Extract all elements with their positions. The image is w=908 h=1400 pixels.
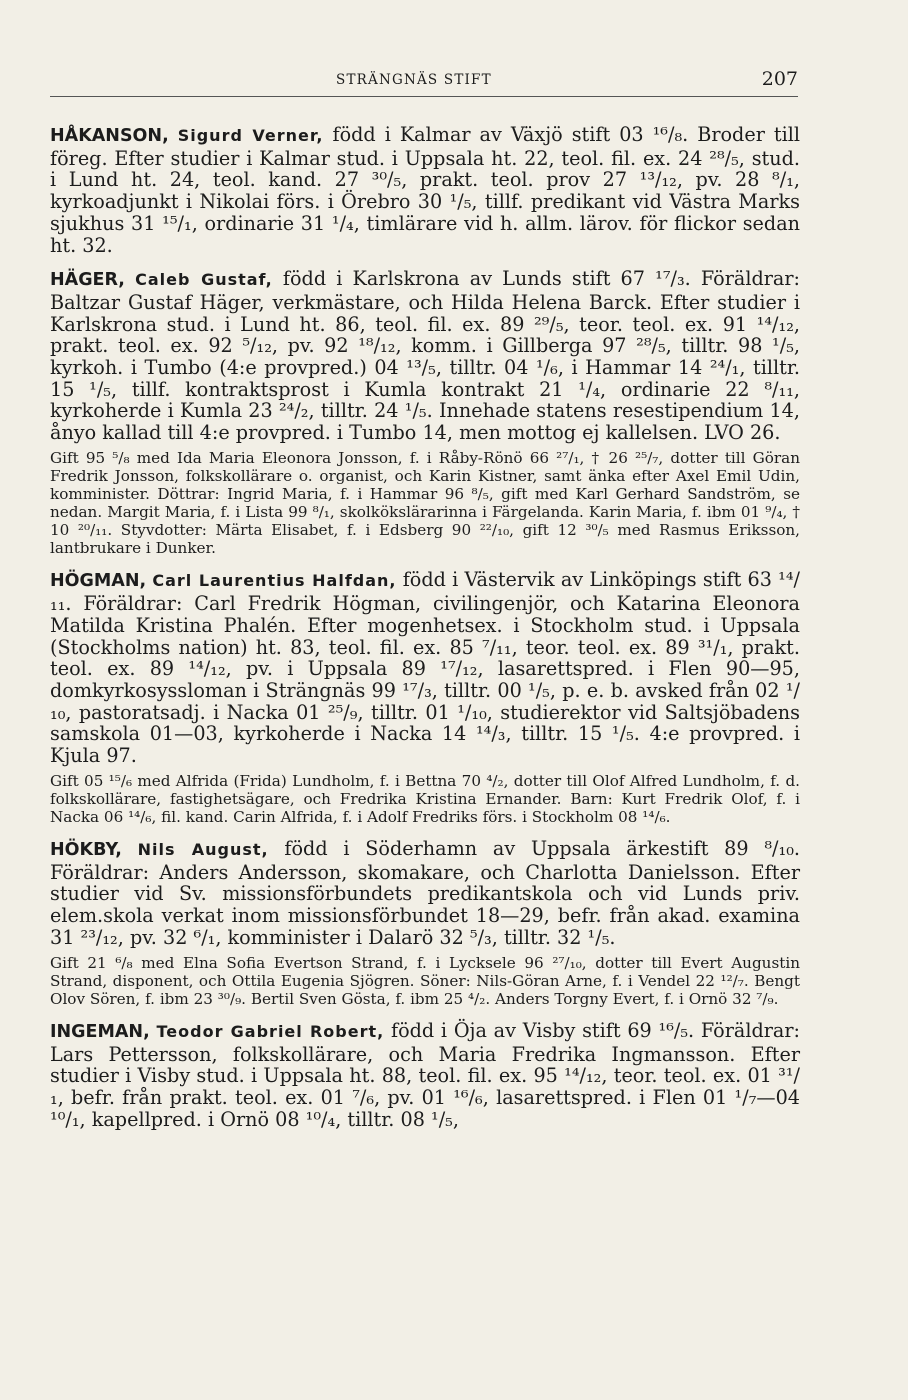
- entry-surname: HÅKANSON,: [50, 126, 169, 146]
- entry-family-text: Gift 21 ⁶/₈ med Elna Sofia Evertson Strand, f. i Lycksele 96 ²⁷/₁₀, dotter till Evert Augustin Strand, disponent, och Ottila Eugenia Sjögren. Söner: Nils-Göran Arne, f. i Vendel 22 ¹²/₇. Bengt Olov Sören, f. ibm 23 ³⁰/₉. Bertil Sven Gösta, f. ibm 25 ⁴/₂. Anders Torgny Evert, f. i Ornö 32 ⁷/₉.: [50, 953, 800, 1008]
- entry-given-names: Caleb Gustaf,: [135, 270, 273, 290]
- entry-bio-text: född i Öja av Visby stift 69 ¹⁶/₅. Föräldrar: Lars Pettersson, folkskollärare, och Maria Fredrika Ingmansson. Efter studier i Visby stud. i Uppsala ht. 88, teol. fil. ex. 95 ¹⁴/₁₂, teor. teol. ex. 01 ³¹/₁, befr. från prakt. teol. ex. 01 ⁷/₆, pv. 01 ¹⁶/₆, lasarettspred. i Flen 01 ¹/₇—04 ¹⁰/₁, kapellpred. i Ornö 08 ¹⁰/₄, tilltr. 08 ¹/₅,: [50, 1018, 800, 1131]
- page-body: [50, 124, 800, 1142]
- entry-given-names: Teodor Gabriel Robert,: [156, 1021, 385, 1041]
- entry-family-text: Gift 95 ⁵/₈ med Ida Maria Eleonora Jonsson, f. i Råby-Rönö 66 ²⁷/₁, † 26 ²⁵/₇, dotter till Göran Fredrik Jonsson, folkskollärare o. organist, och Karin Kistner, samt änka efter Axel Emil Udin, komminister. Döttrar: Ingrid Maria, f. i Hammar 96 ⁸/₅, gift med Karl Gerhard Sandström, se nedan. Margit Maria, f. i Lista 99 ⁸/₁, skolkökslärarinna i Färgelanda. Karin Maria, f. ibm 01 ⁹/₄, † 10 ²⁰/₁₁. Styvdotter: Märta Elisabet, f. i Edsberg 90 ²²/₁₀, gift 12 ³⁰/₅ med Rasmus Eriksson, lantbrukare i Dunker.: [50, 448, 800, 558]
- entry-bio: [50, 268, 800, 444]
- entry-bio-text: född i Kalmar av Växjö stift 03 ¹⁶/₈. Broder till föreg. Efter studier i Kalmar stud. i Uppsala ht. 22, teol. fil. ex. 24 ²⁸/₅, stud. i Lund ht. 24, teol. kand. 27 ³⁰/₅, prakt. teol. prov 27 ¹³/₁₂, pv. 28 ⁸/₁, kyrkoadjunkt i Nikolai förs. i Örebro 30 ¹/₅, tillf. predikant vid Västra Marks sjukhus 31 ¹⁵/₁, ordinarie 31 ¹/₄, timlärare vid h. allm. lärov. för flickor sedan ht. 32.: [50, 123, 800, 257]
- entry-bio-text: född i Karlskrona av Lunds stift 67 ¹⁷/₃. Föräldrar: Baltzar Gustaf Häger, verkmästare, och Hilda Helena Barck. Efter studier i Karlskrona stud. i Lund ht. 86, teol. fil. ex. 89 ²⁹/₅, teor. teol. ex. 91 ¹⁴/₁₂, prakt. teol. ex. 92 ⁵/₁₂, pv. 92 ¹⁸/₁₂, komm. i Gillberga 97 ²⁸/₅, tilltr. 98 ¹/₅, kyrkoh. i Tumbo (4:e provpred.) 04 ¹³/₅, tilltr. 04 ¹/₆, i Hammar 14 ²⁴/₁, tilltr. 15 ¹/₅, tillf. kontraktsprost i Kumla kontrakt 21 ¹/₄, ordinarie 22 ⁸/₁₁, kyrkoherde i Kumla 23 ²⁴/₂, tilltr. 24 ¹/₅. Innehade statens resestipendium 14, ånyo kallad till 4:e provpred. i Tumbo 14, men mottog ej kallelsen. LVO 26.: [50, 267, 801, 445]
- entry-hokby: [50, 838, 800, 1008]
- entry-bio: [50, 124, 800, 256]
- entry-surname: HÖGMAN,: [50, 571, 147, 592]
- entry-surname: INGEMAN,: [50, 1021, 150, 1042]
- entry-bio: [50, 1020, 800, 1131]
- entry-hogman: [50, 569, 800, 826]
- entry-given-names: Sigurd Verner,: [177, 126, 324, 145]
- entry-given-names: Carl Laurentius Halfdan,: [152, 571, 397, 591]
- entry-surname: HÄGER,: [50, 270, 125, 291]
- page-number: 207: [761, 68, 798, 90]
- entry-given-names: Nils August,: [137, 840, 269, 860]
- entry-bio-text: född i Västervik av Linköpings stift 63 ¹⁴/₁₁. Föräldrar: Carl Fredrik Högman, civilingenjör, och Katarina Eleonora Matilda Kristina Phalén. Efter mogenhetsex. i Stockholm stud. i Uppsala (Stockholms nation) ht. 83, teol. fil. ex. 85 ⁷/₁₁, teor. teol. ex. 89 ³¹/₁, prakt. teol. ex. 89 ¹⁴/₁₂, pv. i Uppsala 89 ¹⁷/₁₂, lasarettspred. i Flen 90—95, domkyrkosyssloman i Strängnäs 99 ¹⁷/₃, tilltr. 00 ¹/₅, p. e. b. avsked från 02 ¹/₁₀, pastoratsadj. i Nacka 01 ²⁵/₉, tilltr. 01 ¹/₁₀, studierektor vid Saltsjöbadens samskola 01—03, kyrkoherde i Nacka 14 ¹⁴/₃, tilltr. 15 ¹/₅. 4:e provpred. i Kjula 97.: [50, 568, 800, 768]
- entry-surname: HÖKBY,: [50, 840, 122, 861]
- entry-bio-text: född i Söderhamn av Uppsala ärkestift 89 ⁸/₁₀. Föräldrar: Anders Andersson, skomakare, och Charlotta Danielsson. Efter studier vid Sv. missionsförbundets predikantskola och vid Lunds priv. elem.skola verkat inom missionsförbundet 18—29, befr. från akad. examina 31 ²³/₁₂, pv. 32 ⁶/₁, komminister i Dalarö 32 ⁵/₃, tilltr. 32 ¹/₅.: [50, 837, 800, 949]
- page-header: [50, 62, 798, 97]
- entry-hager: [50, 268, 800, 557]
- running-head: STRÄNGNÄS STIFT: [336, 72, 492, 88]
- entry-family-text: Gift 05 ¹⁵/₆ med Alfrida (Frida) Lundholm, f. i Bettna 70 ⁴/₂, dotter till Olof Alfred Lundholm, f. d. folkskollärare, fastighetsägare, och Fredrika Kristina Ernander. Barn: Kurt Fredrik Olof, f. i Nacka 06 ¹⁴/₆, fil. kand. Carin Alfrida, f. i Adolf Fredriks förs. i Stockholm 08 ¹⁴/₆.: [50, 771, 800, 826]
- entry-ingeman: [50, 1020, 800, 1131]
- entry-bio: [50, 569, 800, 766]
- entry-bio: [50, 838, 800, 949]
- entry-hakanson: [50, 124, 800, 256]
